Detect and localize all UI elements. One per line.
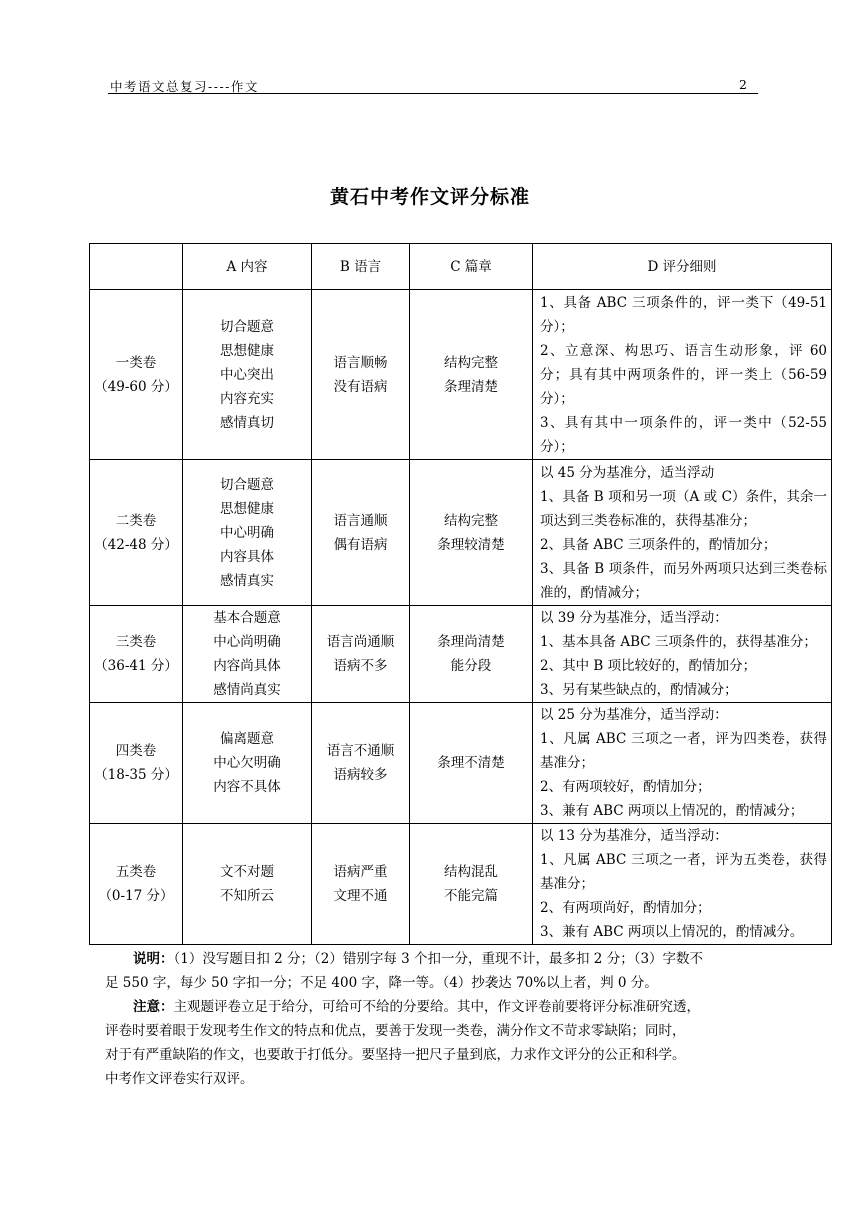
content-cell-line: 思想健康 (220, 500, 274, 517)
structure-cell-line: 结构混乱 (444, 864, 498, 880)
language-cell-line: 语言不通顺 (326, 743, 395, 759)
structure-cell (410, 703, 533, 824)
notes-section (105, 947, 755, 1091)
language-cell-line: 语病严重 (333, 864, 388, 880)
content-cell-line: 中心突出 (220, 366, 274, 383)
content-cell-line: 切合题意 (220, 318, 274, 335)
details-cell-line: 1、凡属 ABC 三项之一者，评为五类卷，获得基准分； (540, 852, 827, 892)
grade-cell-line: （36-41 分） (94, 658, 178, 674)
grade-cell-line: 一类卷 (115, 354, 157, 371)
page-header (108, 76, 758, 94)
grade-cell-line: 三类卷 (115, 634, 157, 650)
language-cell (312, 703, 410, 824)
language-cell-line: 语病不多 (333, 658, 388, 674)
grade-cell-line: 二类卷 (115, 512, 157, 529)
details-cell (533, 290, 832, 460)
content-cell-line: 感情真实 (220, 572, 274, 589)
grade-cell (90, 824, 183, 945)
details-cell-line: 1、具备 ABC 三项条件的，评一类下（49-51 分）； (540, 294, 827, 335)
structure-cell-line: 条理清楚 (444, 378, 498, 395)
attention-line: 注意：主观题评卷立足于给分，可给可不给的分要给。其中，作文评卷前要将评分标准研究透， (133, 999, 700, 1015)
grade-cell-line: （42-48 分） (94, 536, 178, 553)
language-cell (312, 460, 410, 606)
content-cell-line: 内容不具体 (213, 779, 281, 795)
structure-cell-line: 能分段 (450, 658, 492, 674)
table-row (90, 606, 832, 703)
content-cell-line: 切合题意 (220, 476, 274, 493)
column-header: A 内容 (183, 244, 312, 290)
table-row (90, 703, 832, 824)
details-cell-line: 1、凡属 ABC 三项之一者，评为四类卷，获得基准分； (540, 731, 827, 771)
grade-cell (90, 606, 183, 703)
structure-cell-line: 条理尚清楚 (437, 634, 505, 650)
column-header: C 篇章 (410, 244, 533, 290)
table-row (90, 824, 832, 945)
details-cell-line: 1、基本具备 ABC 三项条件的，获得基准分； (540, 634, 817, 650)
details-cell-line: 1、具备 B 项和另一项（A 或 C）条件，其余一项达到三类卷标准的，获得基准分； (540, 488, 827, 529)
content-cell-line: 中心明确 (220, 524, 274, 541)
details-cell (533, 703, 832, 824)
table-header-row (90, 244, 832, 290)
content-cell (183, 290, 312, 460)
details-cell-line: 2、立意深、构思巧、语言生动形象，评 60 分；具有其中两项条件的，评一类上（56-59 分）； (540, 342, 827, 407)
language-cell-line: 语言通顺 (333, 512, 388, 529)
table-row (90, 290, 832, 460)
structure-cell-line: 结构完整 (444, 512, 498, 529)
table-body (90, 290, 832, 945)
structure-cell (410, 606, 533, 703)
content-cell-line: 基本合题意 (213, 610, 281, 626)
content-cell (183, 606, 312, 703)
explanation-label: 说明： (133, 951, 174, 967)
content-cell-line: 感情尚真实 (213, 682, 281, 698)
content-cell-line: 偏离题意 (220, 731, 274, 747)
document-title: 黄石中考作文评分标准 (329, 186, 530, 208)
grade-cell-line: 四类卷 (115, 743, 157, 759)
final-note: 中考作文评卷实行双评。 (105, 1071, 254, 1087)
details-cell-line: 3、具有其中一项条件的，评一类中（52-55 分）； (540, 414, 827, 455)
language-cell-line: 偶有语病 (333, 536, 388, 553)
details-cell-line: 2、有两项较好，酌情加分； (540, 779, 711, 795)
attention-label: 注意： (133, 999, 174, 1015)
content-cell-line: 内容具体 (220, 548, 274, 565)
content-cell-line: 中心欠明确 (213, 755, 281, 771)
table-row (90, 460, 832, 606)
language-cell-line: 文理不通 (333, 888, 388, 904)
content-cell (183, 824, 312, 945)
details-cell-line: 2、具备 ABC 三项条件的，酌情加分； (540, 536, 777, 553)
structure-cell-line: 结构完整 (444, 354, 498, 371)
structure-cell (410, 460, 533, 606)
language-cell (312, 290, 410, 460)
details-cell-line: 2、有两项尚好，酌情加分； (540, 900, 711, 916)
details-cell (533, 460, 832, 606)
grade-cell (90, 460, 183, 606)
structure-cell (410, 290, 533, 460)
details-cell-line: 以 39 分为基准分，适当浮动： (540, 610, 728, 626)
content-cell-line: 中心尚明确 (213, 634, 281, 650)
content-cell-line: 感情真切 (220, 414, 274, 431)
page-number: 2 (739, 77, 747, 92)
details-cell-line: 3、具备 B 项条件，而另外两项只达到三类卷标准的，酌情减分； (540, 560, 827, 601)
column-header: B 语言 (312, 244, 410, 290)
details-cell (533, 606, 832, 703)
grade-cell (90, 703, 183, 824)
content-cell (183, 703, 312, 824)
grade-cell-line: （18-35 分） (94, 767, 178, 783)
column-header: D 评分细则 (533, 244, 832, 290)
language-cell-line: 语言顺畅 (333, 354, 388, 371)
language-cell-line: 没有语病 (333, 378, 388, 395)
details-cell-line: 3、另有某些缺点的，酌情减分； (540, 682, 738, 698)
explanation-line: 说明：（1）没写题目扣 2 分；（2）错别字每 3 个扣一分，重现不计，最多扣 2 分；（3）字数不 (133, 951, 704, 967)
attention-line: 对于有严重缺陷的作文，也要敢于打低分。要坚持一把尺子量到底，力求作文评分的公正和科学。 (105, 1047, 686, 1063)
language-cell (312, 824, 410, 945)
details-cell-line: 3、兼有 ABC 两项以上情况的，酌情减分。 (540, 924, 804, 940)
grade-cell (90, 290, 183, 460)
structure-cell (410, 824, 533, 945)
details-cell-line: 2、其中 B 项比较好的，酌情加分； (540, 658, 757, 674)
details-cell-line: 3、兼有 ABC 两项以上情况的，酌情减分； (540, 803, 804, 819)
content-cell-line: 文不对题 (220, 864, 274, 880)
content-cell-line: 思想健康 (220, 342, 274, 359)
content-cell-line: 不知所云 (220, 888, 274, 904)
language-cell-line: 语言尚通顺 (326, 634, 395, 650)
details-cell-line: 以 25 分为基准分，适当浮动： (540, 707, 728, 723)
column-header (90, 244, 183, 290)
details-cell-line: 以 13 分为基准分，适当浮动： (540, 828, 728, 844)
details-cell-line: 以 45 分为基准分，适当浮动 (540, 464, 715, 481)
structure-cell-line: 不能完篇 (444, 888, 498, 904)
grade-cell-line: （49-60 分） (94, 378, 178, 395)
attention-line: 评卷时要着眼于发现考生作文的特点和优点，要善于发现一类卷，满分作文不苛求零缺陷；同时， (105, 1023, 686, 1039)
explanation-line: 足 550 字，每少 50 字扣一分；不足 400 字，降一等。（4）抄袭达 70%以上者，判 0 分。 (105, 975, 658, 991)
content-cell-line: 内容尚具体 (213, 658, 281, 674)
content-cell-line: 内容充实 (220, 390, 274, 407)
structure-cell-line: 条理较清楚 (437, 536, 505, 553)
structure-cell-line: 条理不清楚 (437, 755, 505, 771)
header-title: 中考语文总复习----作文 (110, 79, 259, 94)
grading-table (89, 243, 832, 945)
grade-cell-line: （0-17 分） (98, 888, 174, 904)
grade-cell-line: 五类卷 (115, 864, 157, 880)
language-cell (312, 606, 410, 703)
content-cell (183, 460, 312, 606)
language-cell-line: 语病较多 (333, 767, 388, 783)
details-cell (533, 824, 832, 945)
